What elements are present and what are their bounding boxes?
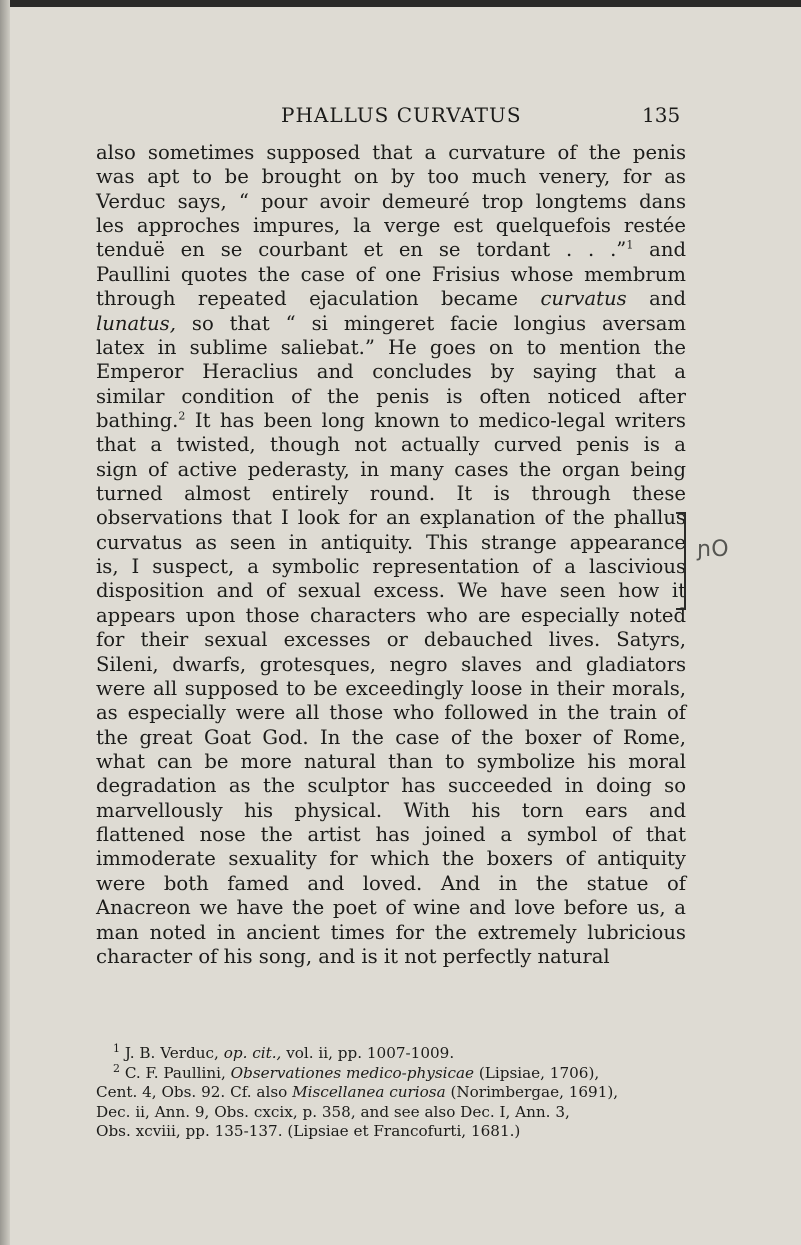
italic-term: curvatus <box>540 287 627 311</box>
text-line: was apt to be brought on by too much venery, for as <box>96 165 686 189</box>
text-line: curvatus as seen in antiquity. This strange appearance <box>96 530 686 554</box>
text-line: turned almost entirely round. It is through these <box>96 482 686 506</box>
text-line: les approches impures, la verge est quelquefois restée <box>96 214 686 238</box>
text-line: were both famed and loved. And in the statue of <box>96 871 686 895</box>
footnote-2 <box>96 1061 690 1084</box>
text-segment: tenduë en se courbant et en se tordant . . .” <box>96 238 627 262</box>
text-line <box>96 238 686 262</box>
text-line: for their sexual excesses or debauched lives. Satyrs, <box>96 628 686 652</box>
body-text <box>96 141 686 969</box>
text-line: character of his song, and is it not perfectly natural <box>96 944 610 968</box>
text-line: Anacreon we have the poet of wine and love before us, a <box>96 896 686 920</box>
footnote-text: vol. ii, pp. 1007-1009. <box>286 1044 455 1062</box>
footnote-text: J. B. Verduc, <box>124 1044 219 1062</box>
footnote-italic: Miscellanea curiosa <box>292 1083 446 1101</box>
footnote-2-cont <box>96 1083 690 1103</box>
text-line <box>96 287 686 311</box>
footnotes <box>96 1041 690 1142</box>
running-head <box>0 103 801 133</box>
text-line: immoderate sexuality for which the boxers of antiquity <box>96 847 686 871</box>
footnote-2-cont: Obs. xcviii, pp. 135-137. (Lipsiae et Francofurti, 1681.) <box>96 1122 521 1140</box>
text-line: marvellously his physical. With his torn ears and <box>96 798 686 822</box>
text-line: the great Goat God. In the case of the boxer of Rome, <box>96 725 686 749</box>
text-line: similar condition of the penis is often noticed after <box>96 384 686 408</box>
text-segment: and <box>649 287 686 311</box>
text-line <box>96 312 686 336</box>
text-line: latex in sublime saliebat.” He goes on to mention the <box>96 335 686 359</box>
text-line: that a twisted, though not actually curved penis is a <box>96 433 686 457</box>
footnote-2-cont: Dec. ii, Ann. 9, Obs. cxcix, p. 358, and see also Dec. I, Ann. 3, <box>96 1102 570 1121</box>
footnote-marker: 1 <box>113 1041 120 1055</box>
text-line: were all supposed to be exceedingly loose in their morals, <box>96 676 686 700</box>
top-edge-rule <box>0 0 801 7</box>
text-line: Paullini quotes the case of one Frisius whose membrum <box>96 262 686 286</box>
text-line: flattened nose the artist has joined a symbol of that <box>96 823 686 847</box>
text-line: Emperor Heraclius and concludes by saying that a <box>96 360 686 384</box>
text-line: Verduc says, “ pour avoir demeuré trop longtems dans <box>96 189 686 213</box>
text-segment: so that “ si mingeret facie longius aversam <box>191 311 686 335</box>
text-line: what can be more natural than to symbolize his moral <box>96 749 686 773</box>
running-head-title: PHALLUS CURVATUS <box>281 103 522 127</box>
text-segment: bathing. <box>96 408 179 432</box>
footnote-ref-1: 1 <box>626 238 634 252</box>
footnote-1 <box>96 1041 690 1064</box>
text-segment: and <box>649 238 686 262</box>
text-line: disposition and of sexual excess. We have seen how it <box>96 579 686 603</box>
italic-term: lunatus, <box>96 311 176 335</box>
page-gutter-shadow <box>0 0 10 1245</box>
text-line <box>96 409 686 433</box>
text-line: is, I suspect, a symbolic representation of a lascivious <box>96 555 686 579</box>
text-line: observations that I look for an explanation of the phallus <box>96 506 686 530</box>
footnote-text: C. F. Paullini, <box>124 1063 226 1082</box>
text-line: degradation as the sculptor has succeeded in doing so <box>96 774 686 798</box>
footnote-ref-2: 2 <box>178 409 186 423</box>
text-line: appears upon those characters who are especially noted <box>96 603 686 627</box>
text-line: Sileni, dwarfs, grotesques, negro slaves and gladiators <box>96 652 686 676</box>
footnote-text: (Lipsiae, 1706), <box>478 1063 600 1082</box>
footnote-italic: op. cit., <box>223 1044 282 1062</box>
margin-annotation: ɲO <box>697 537 729 562</box>
footnote-text: (Norimbergae, 1691), <box>450 1083 619 1101</box>
text-segment: It has been long known to medico-legal writers <box>194 408 686 432</box>
footnote-marker: 2 <box>113 1061 120 1075</box>
text-line: as especially were all those who followed in the train of <box>96 701 686 725</box>
text-line: also sometimes supposed that a curvature of the penis <box>96 141 686 164</box>
text-line: man noted in ancient times for the extremely lubricious <box>96 920 686 944</box>
text-line: sign of active pederasty, in many cases the organ being <box>96 457 686 481</box>
page-number: 135 <box>642 103 681 127</box>
text-segment: through repeated ejaculation became <box>96 287 518 311</box>
footnote-italic: Observationes medico-physicae <box>230 1063 475 1082</box>
margin-bracket <box>676 512 686 610</box>
footnote-text: Cent. 4, Obs. 92. Cf. also <box>96 1083 288 1101</box>
